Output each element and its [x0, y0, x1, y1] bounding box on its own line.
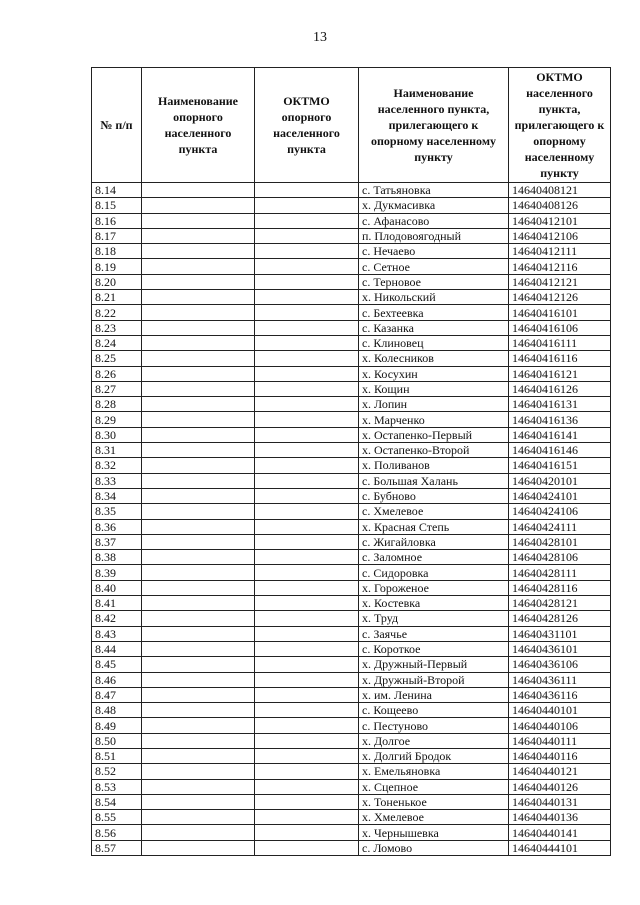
hub-name-cell	[142, 687, 255, 702]
adjacent-name-cell: х. Кощин	[359, 381, 509, 396]
hub-oktmo-cell	[255, 198, 359, 213]
table-row	[92, 427, 611, 442]
hub-name-cell	[142, 550, 255, 565]
hub-name-cell	[142, 519, 255, 534]
adjacent-oktmo-cell: 14640440116	[509, 748, 611, 763]
hub-oktmo-cell	[255, 718, 359, 733]
hub-name-cell	[142, 794, 255, 809]
hub-name-cell	[142, 213, 255, 228]
table-row	[92, 748, 611, 763]
adjacent-name-cell: с. Бехтеевка	[359, 305, 509, 320]
row-number: 8.39	[92, 565, 142, 580]
adjacent-name-cell: с. Клиновец	[359, 335, 509, 350]
adjacent-name-cell: х. Дружный-Второй	[359, 672, 509, 687]
adjacent-oktmo-cell: 14640412101	[509, 213, 611, 228]
table-row	[92, 519, 611, 534]
table-row	[92, 213, 611, 228]
table-row	[92, 534, 611, 549]
adjacent-name-cell: с. Заломное	[359, 550, 509, 565]
table-row	[92, 641, 611, 656]
hub-oktmo-cell	[255, 397, 359, 412]
hub-name-cell	[142, 840, 255, 855]
hub-name-cell	[142, 733, 255, 748]
row-number: 8.14	[92, 183, 142, 198]
adjacent-name-cell: х. Марченко	[359, 412, 509, 427]
adjacent-oktmo-cell: 14640440141	[509, 825, 611, 840]
hub-oktmo-cell	[255, 825, 359, 840]
header-hub-oktmo: ОКТМО опорного населенного пункта	[255, 68, 359, 183]
hub-name-cell	[142, 366, 255, 381]
hub-oktmo-cell	[255, 519, 359, 534]
table-row	[92, 397, 611, 412]
hub-name-cell	[142, 320, 255, 335]
row-number: 8.48	[92, 703, 142, 718]
row-number: 8.26	[92, 366, 142, 381]
row-number: 8.45	[92, 657, 142, 672]
adjacent-name-cell: х. Долгое	[359, 733, 509, 748]
hub-name-cell	[142, 657, 255, 672]
hub-name-cell	[142, 565, 255, 580]
adjacent-name-cell: с. Сидоровка	[359, 565, 509, 580]
table-row	[92, 550, 611, 565]
adjacent-name-cell: с. Татьяновка	[359, 183, 509, 198]
adjacent-oktmo-cell: 14640416146	[509, 443, 611, 458]
table-row	[92, 825, 611, 840]
hub-oktmo-cell	[255, 687, 359, 702]
hub-oktmo-cell	[255, 611, 359, 626]
hub-name-cell	[142, 274, 255, 289]
hub-oktmo-cell	[255, 596, 359, 611]
adjacent-oktmo-cell: 14640428121	[509, 596, 611, 611]
row-number: 8.33	[92, 473, 142, 488]
hub-oktmo-cell	[255, 810, 359, 825]
hub-name-cell	[142, 626, 255, 641]
table-row	[92, 764, 611, 779]
adjacent-name-cell: с. Пестуново	[359, 718, 509, 733]
adjacent-oktmo-cell: 14640440136	[509, 810, 611, 825]
hub-oktmo-cell	[255, 458, 359, 473]
adjacent-name-cell: х. Дружный-Первый	[359, 657, 509, 672]
hub-oktmo-cell	[255, 274, 359, 289]
hub-name-cell	[142, 427, 255, 442]
adjacent-oktmo-cell: 14640408121	[509, 183, 611, 198]
hub-name-cell	[142, 305, 255, 320]
hub-name-cell	[142, 534, 255, 549]
header-num: № п/п	[92, 68, 142, 183]
row-number: 8.34	[92, 488, 142, 503]
table-row	[92, 458, 611, 473]
adjacent-oktmo-cell: 14640440101	[509, 703, 611, 718]
table-row	[92, 504, 611, 519]
hub-name-cell	[142, 351, 255, 366]
row-number: 8.25	[92, 351, 142, 366]
adjacent-name-cell: с. Нечаево	[359, 244, 509, 259]
hub-name-cell	[142, 381, 255, 396]
adjacent-name-cell: х. Колесников	[359, 351, 509, 366]
adjacent-name-cell: х. Остапенко-Первый	[359, 427, 509, 442]
adjacent-name-cell: х. Никольский	[359, 290, 509, 305]
row-number: 8.49	[92, 718, 142, 733]
hub-name-cell	[142, 412, 255, 427]
hub-oktmo-cell	[255, 335, 359, 350]
adjacent-oktmo-cell: 14640416141	[509, 427, 611, 442]
row-number: 8.55	[92, 810, 142, 825]
hub-oktmo-cell	[255, 626, 359, 641]
adjacent-name-cell: х. Костевка	[359, 596, 509, 611]
adjacent-name-cell: п. Плодовоягодный	[359, 228, 509, 243]
hub-name-cell	[142, 198, 255, 213]
adjacent-name-cell: с. Большая Халань	[359, 473, 509, 488]
hub-name-cell	[142, 290, 255, 305]
hub-oktmo-cell	[255, 779, 359, 794]
row-number: 8.29	[92, 412, 142, 427]
hub-oktmo-cell	[255, 305, 359, 320]
hub-oktmo-cell	[255, 733, 359, 748]
adjacent-name-cell: с. Хмелевое	[359, 504, 509, 519]
table-row	[92, 565, 611, 580]
hub-oktmo-cell	[255, 412, 359, 427]
hub-name-cell	[142, 473, 255, 488]
hub-name-cell	[142, 764, 255, 779]
adjacent-oktmo-cell: 14640408126	[509, 198, 611, 213]
hub-name-cell	[142, 779, 255, 794]
hub-name-cell	[142, 611, 255, 626]
table-row	[92, 626, 611, 641]
table-row	[92, 381, 611, 396]
hub-name-cell	[142, 228, 255, 243]
table-row	[92, 366, 611, 381]
row-number: 8.27	[92, 381, 142, 396]
adjacent-name-cell: с. Заячье	[359, 626, 509, 641]
hub-oktmo-cell	[255, 443, 359, 458]
adjacent-oktmo-cell: 14640416106	[509, 320, 611, 335]
row-number: 8.38	[92, 550, 142, 565]
adjacent-oktmo-cell: 14640416116	[509, 351, 611, 366]
hub-name-cell	[142, 504, 255, 519]
table-row	[92, 305, 611, 320]
adjacent-oktmo-cell: 14640424106	[509, 504, 611, 519]
adjacent-oktmo-cell: 14640412121	[509, 274, 611, 289]
adjacent-name-cell: х. Емельяновка	[359, 764, 509, 779]
hub-name-cell	[142, 244, 255, 259]
hub-name-cell	[142, 748, 255, 763]
adjacent-name-cell: х. Чернышевка	[359, 825, 509, 840]
row-number: 8.24	[92, 335, 142, 350]
adjacent-oktmo-cell: 14640416101	[509, 305, 611, 320]
table-row	[92, 810, 611, 825]
adjacent-oktmo-cell: 14640428116	[509, 580, 611, 595]
hub-oktmo-cell	[255, 534, 359, 549]
row-number: 8.36	[92, 519, 142, 534]
header-adjacent-oktmo: ОКТМО населенного пункта, прилегающего к опорному населенному пункту	[509, 68, 611, 183]
adjacent-oktmo-cell: 14640412126	[509, 290, 611, 305]
table-row	[92, 443, 611, 458]
hub-oktmo-cell	[255, 657, 359, 672]
row-number: 8.56	[92, 825, 142, 840]
adjacent-name-cell: с. Сетное	[359, 259, 509, 274]
adjacent-oktmo-cell: 14640440121	[509, 764, 611, 779]
adjacent-oktmo-cell: 14640416121	[509, 366, 611, 381]
adjacent-name-cell: с. Короткое	[359, 641, 509, 656]
hub-oktmo-cell	[255, 366, 359, 381]
hub-oktmo-cell	[255, 427, 359, 442]
table-row	[92, 274, 611, 289]
adjacent-oktmo-cell: 14640440131	[509, 794, 611, 809]
adjacent-name-cell: х. Красная Степь	[359, 519, 509, 534]
hub-name-cell	[142, 335, 255, 350]
hub-oktmo-cell	[255, 565, 359, 580]
table-row	[92, 259, 611, 274]
adjacent-oktmo-cell: 14640431101	[509, 626, 611, 641]
row-number: 8.53	[92, 779, 142, 794]
hub-name-cell	[142, 458, 255, 473]
table-row	[92, 228, 611, 243]
table-row	[92, 488, 611, 503]
hub-oktmo-cell	[255, 840, 359, 855]
adjacent-name-cell: с. Бубново	[359, 488, 509, 503]
row-number: 8.28	[92, 397, 142, 412]
adjacent-name-cell: х. Гороженое	[359, 580, 509, 595]
row-number: 8.50	[92, 733, 142, 748]
table-row	[92, 198, 611, 213]
hub-name-cell	[142, 397, 255, 412]
hub-oktmo-cell	[255, 244, 359, 259]
adjacent-name-cell: х. Сцепное	[359, 779, 509, 794]
row-number: 8.20	[92, 274, 142, 289]
row-number: 8.30	[92, 427, 142, 442]
row-number: 8.44	[92, 641, 142, 656]
row-number: 8.23	[92, 320, 142, 335]
adjacent-name-cell: х. Долгий Бродок	[359, 748, 509, 763]
hub-oktmo-cell	[255, 381, 359, 396]
adjacent-oktmo-cell: 14640428106	[509, 550, 611, 565]
table-row	[92, 672, 611, 687]
hub-oktmo-cell	[255, 641, 359, 656]
adjacent-name-cell: х. Поливанов	[359, 458, 509, 473]
table-row	[92, 290, 611, 305]
row-number: 8.16	[92, 213, 142, 228]
adjacent-name-cell: х. Хмелевое	[359, 810, 509, 825]
row-number: 8.22	[92, 305, 142, 320]
hub-oktmo-cell	[255, 183, 359, 198]
row-number: 8.47	[92, 687, 142, 702]
adjacent-name-cell: с. Жигайловка	[359, 534, 509, 549]
hub-name-cell	[142, 259, 255, 274]
hub-oktmo-cell	[255, 488, 359, 503]
table-row	[92, 473, 611, 488]
hub-oktmo-cell	[255, 259, 359, 274]
adjacent-name-cell: х. Косухин	[359, 366, 509, 381]
hub-name-cell	[142, 183, 255, 198]
adjacent-oktmo-cell: 14640440126	[509, 779, 611, 794]
table-row	[92, 794, 611, 809]
hub-oktmo-cell	[255, 794, 359, 809]
adjacent-oktmo-cell: 14640424101	[509, 488, 611, 503]
row-number: 8.17	[92, 228, 142, 243]
row-number: 8.21	[92, 290, 142, 305]
row-number: 8.43	[92, 626, 142, 641]
page-number: 13	[313, 30, 327, 45]
adjacent-name-cell: с. Терновое	[359, 274, 509, 289]
adjacent-oktmo-cell: 14640416111	[509, 335, 611, 350]
adjacent-oktmo-cell: 14640416126	[509, 381, 611, 396]
adjacent-oktmo-cell: 14640436116	[509, 687, 611, 702]
hub-name-cell	[142, 596, 255, 611]
table-row	[92, 840, 611, 855]
adjacent-oktmo-cell: 14640416151	[509, 458, 611, 473]
row-number: 8.41	[92, 596, 142, 611]
hub-oktmo-cell	[255, 473, 359, 488]
adjacent-name-cell: с. Казанка	[359, 320, 509, 335]
header-hub-name: Наименование опорного населенного пункта	[142, 68, 255, 183]
adjacent-name-cell: с. Кощеево	[359, 703, 509, 718]
header-adjacent-name: Наименование населенного пункта, прилегающего к опорному населенному пункту	[359, 68, 509, 183]
hub-oktmo-cell	[255, 748, 359, 763]
adjacent-name-cell: х. Тоненькое	[359, 794, 509, 809]
adjacent-oktmo-cell: 14640416131	[509, 397, 611, 412]
table-row	[92, 779, 611, 794]
adjacent-name-cell: с. Ломово	[359, 840, 509, 855]
table-row	[92, 733, 611, 748]
hub-oktmo-cell	[255, 228, 359, 243]
row-number: 8.18	[92, 244, 142, 259]
row-number: 8.31	[92, 443, 142, 458]
table-row	[92, 183, 611, 198]
adjacent-name-cell: х. Дукмасивка	[359, 198, 509, 213]
row-number: 8.57	[92, 840, 142, 855]
table-row	[92, 351, 611, 366]
hub-oktmo-cell	[255, 213, 359, 228]
adjacent-oktmo-cell: 14640412116	[509, 259, 611, 274]
adjacent-oktmo-cell: 14640440111	[509, 733, 611, 748]
adjacent-oktmo-cell: 14640436101	[509, 641, 611, 656]
row-number: 8.52	[92, 764, 142, 779]
hub-oktmo-cell	[255, 672, 359, 687]
table-header-row	[92, 68, 611, 183]
adjacent-oktmo-cell: 14640444101	[509, 840, 611, 855]
table-row	[92, 244, 611, 259]
adjacent-oktmo-cell: 14640428111	[509, 565, 611, 580]
hub-name-cell	[142, 718, 255, 733]
adjacent-oktmo-cell: 14640412111	[509, 244, 611, 259]
hub-name-cell	[142, 810, 255, 825]
row-number: 8.40	[92, 580, 142, 595]
adjacent-oktmo-cell: 14640436106	[509, 657, 611, 672]
adjacent-name-cell: х. Остапенко-Второй	[359, 443, 509, 458]
row-number: 8.42	[92, 611, 142, 626]
row-number: 8.15	[92, 198, 142, 213]
adjacent-name-cell: с. Афанасово	[359, 213, 509, 228]
row-number: 8.46	[92, 672, 142, 687]
row-number: 8.51	[92, 748, 142, 763]
adjacent-name-cell: х. Труд	[359, 611, 509, 626]
adjacent-oktmo-cell: 14640428126	[509, 611, 611, 626]
adjacent-name-cell: х. Лопин	[359, 397, 509, 412]
hub-name-cell	[142, 641, 255, 656]
table-row	[92, 657, 611, 672]
hub-oktmo-cell	[255, 320, 359, 335]
adjacent-oktmo-cell: 14640412106	[509, 228, 611, 243]
table-row	[92, 596, 611, 611]
row-number: 8.37	[92, 534, 142, 549]
adjacent-oktmo-cell: 14640436111	[509, 672, 611, 687]
table-body	[92, 183, 611, 856]
adjacent-oktmo-cell: 14640424111	[509, 519, 611, 534]
table-row	[92, 335, 611, 350]
hub-oktmo-cell	[255, 580, 359, 595]
hub-oktmo-cell	[255, 550, 359, 565]
table-row	[92, 412, 611, 427]
hub-name-cell	[142, 443, 255, 458]
hub-oktmo-cell	[255, 290, 359, 305]
row-number: 8.19	[92, 259, 142, 274]
table-row	[92, 580, 611, 595]
hub-name-cell	[142, 488, 255, 503]
table-row	[92, 611, 611, 626]
row-number: 8.54	[92, 794, 142, 809]
adjacent-oktmo-cell: 14640428101	[509, 534, 611, 549]
hub-name-cell	[142, 580, 255, 595]
hub-oktmo-cell	[255, 703, 359, 718]
adjacent-name-cell: х. им. Ленина	[359, 687, 509, 702]
settlements-table	[91, 67, 611, 856]
table-row	[92, 687, 611, 702]
adjacent-oktmo-cell: 14640416136	[509, 412, 611, 427]
table-row	[92, 718, 611, 733]
hub-name-cell	[142, 825, 255, 840]
row-number: 8.32	[92, 458, 142, 473]
table-row	[92, 703, 611, 718]
row-number: 8.35	[92, 504, 142, 519]
adjacent-oktmo-cell: 14640440106	[509, 718, 611, 733]
hub-oktmo-cell	[255, 504, 359, 519]
hub-oktmo-cell	[255, 764, 359, 779]
hub-name-cell	[142, 703, 255, 718]
hub-name-cell	[142, 672, 255, 687]
hub-oktmo-cell	[255, 351, 359, 366]
adjacent-oktmo-cell: 14640420101	[509, 473, 611, 488]
table-row	[92, 320, 611, 335]
